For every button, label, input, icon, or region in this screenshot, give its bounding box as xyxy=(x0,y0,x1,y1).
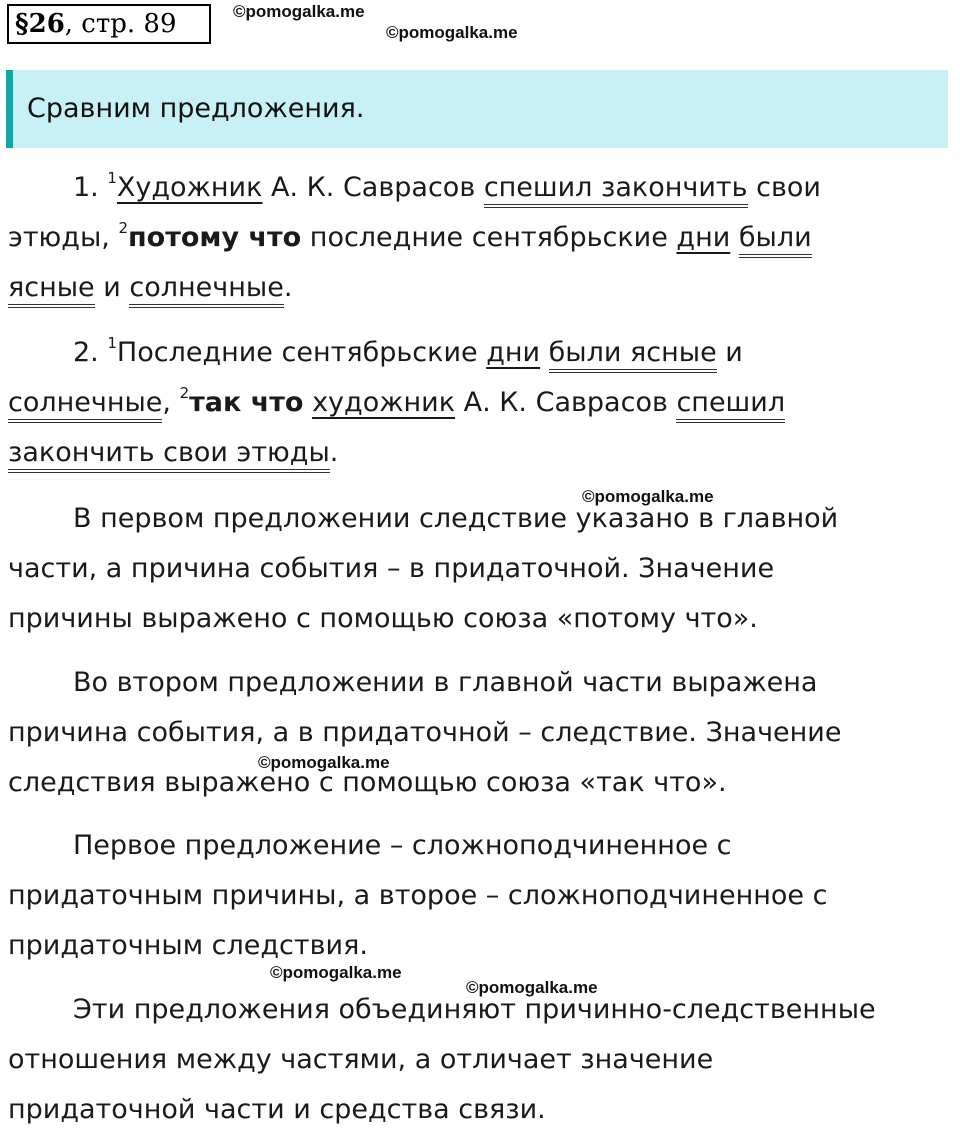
paragraph-line: Во втором предложении в главной части выражена xyxy=(73,667,818,698)
paragraph-2 xyxy=(8,658,953,808)
predicate: спешил xyxy=(676,387,785,423)
predicate: солнечные xyxy=(8,387,162,423)
predicate: были xyxy=(739,222,812,258)
page-number: , стр. 89 xyxy=(64,9,177,39)
paragraph-line: Первое предложение – сложноподчиненное с xyxy=(73,830,732,861)
paragraph-line: Эти предложения объединяют причинно-следственные xyxy=(73,994,876,1025)
clause-index: 1 xyxy=(107,169,117,187)
predicate: ясные xyxy=(8,272,95,308)
text: . xyxy=(283,272,293,303)
subject: Художник xyxy=(116,172,263,203)
text: последние сентябрьские xyxy=(301,222,677,253)
watermark: ©pomogalka.me xyxy=(270,963,402,982)
text: А. К. Саврасов xyxy=(455,387,677,418)
text: и xyxy=(94,272,130,303)
paragraph-line: следствия выражено с помощью союза «так что». xyxy=(8,767,727,798)
paragraph-line: В первом предложении следствие указано в главной xyxy=(73,503,839,534)
predicate: спешил закончить xyxy=(484,172,748,208)
task-banner xyxy=(6,70,948,148)
text: А. К. Саврасов xyxy=(262,172,484,203)
subject: дни xyxy=(676,222,731,253)
subject: художник xyxy=(312,387,456,418)
paragraph-line: придаточной части и средства связи. xyxy=(8,1094,546,1125)
watermark: ©pomogalka.me xyxy=(582,487,714,506)
text: , xyxy=(162,387,180,418)
predicate: солнечные xyxy=(129,272,283,308)
section-header xyxy=(7,4,211,44)
sentence-number: 2. xyxy=(73,337,99,368)
predicate: закончить свои этюды xyxy=(8,437,330,473)
conjunction: так что xyxy=(189,387,304,418)
text: . xyxy=(329,437,339,468)
paragraph-line: части, а причина события – в придаточной. Значение xyxy=(8,553,775,584)
sentence-1 xyxy=(8,163,953,313)
clause-index: 2 xyxy=(118,219,128,237)
paragraph-line: придаточным причины, а второе – сложноподчиненное с xyxy=(8,880,828,911)
text: Последние сентябрьские xyxy=(116,337,487,368)
paragraph-1 xyxy=(8,494,953,644)
paragraph-line: отношения между частями, а отличает значение xyxy=(8,1044,714,1075)
watermark: ©pomogalka.me xyxy=(258,753,390,772)
section-number: §26 xyxy=(15,9,65,39)
paragraph-line: придаточным следствия. xyxy=(8,930,368,961)
paragraph-line: причины выражено с помощью союза «потому что». xyxy=(8,603,758,634)
text: свои xyxy=(747,172,821,203)
subject: дни xyxy=(486,337,541,368)
predicate: были ясные xyxy=(549,337,717,373)
watermark: ©pomogalka.me xyxy=(386,23,518,42)
sentence-2 xyxy=(8,328,953,478)
watermark: ©pomogalka.me xyxy=(466,978,598,997)
conjunction: потому что xyxy=(127,222,302,253)
paragraph-line: причина события, а в придаточной – следствие. Значение xyxy=(8,717,842,748)
watermark: ©pomogalka.me xyxy=(233,2,365,21)
paragraph-3 xyxy=(8,821,953,971)
clause-index: 1 xyxy=(107,334,117,352)
text: этюды, xyxy=(8,222,119,253)
clause-index: 2 xyxy=(179,384,190,402)
text: и xyxy=(716,337,743,368)
sentence-number: 1. xyxy=(73,172,99,203)
task-title: Сравним предложения. xyxy=(27,93,365,124)
paragraph-4 xyxy=(8,985,953,1135)
